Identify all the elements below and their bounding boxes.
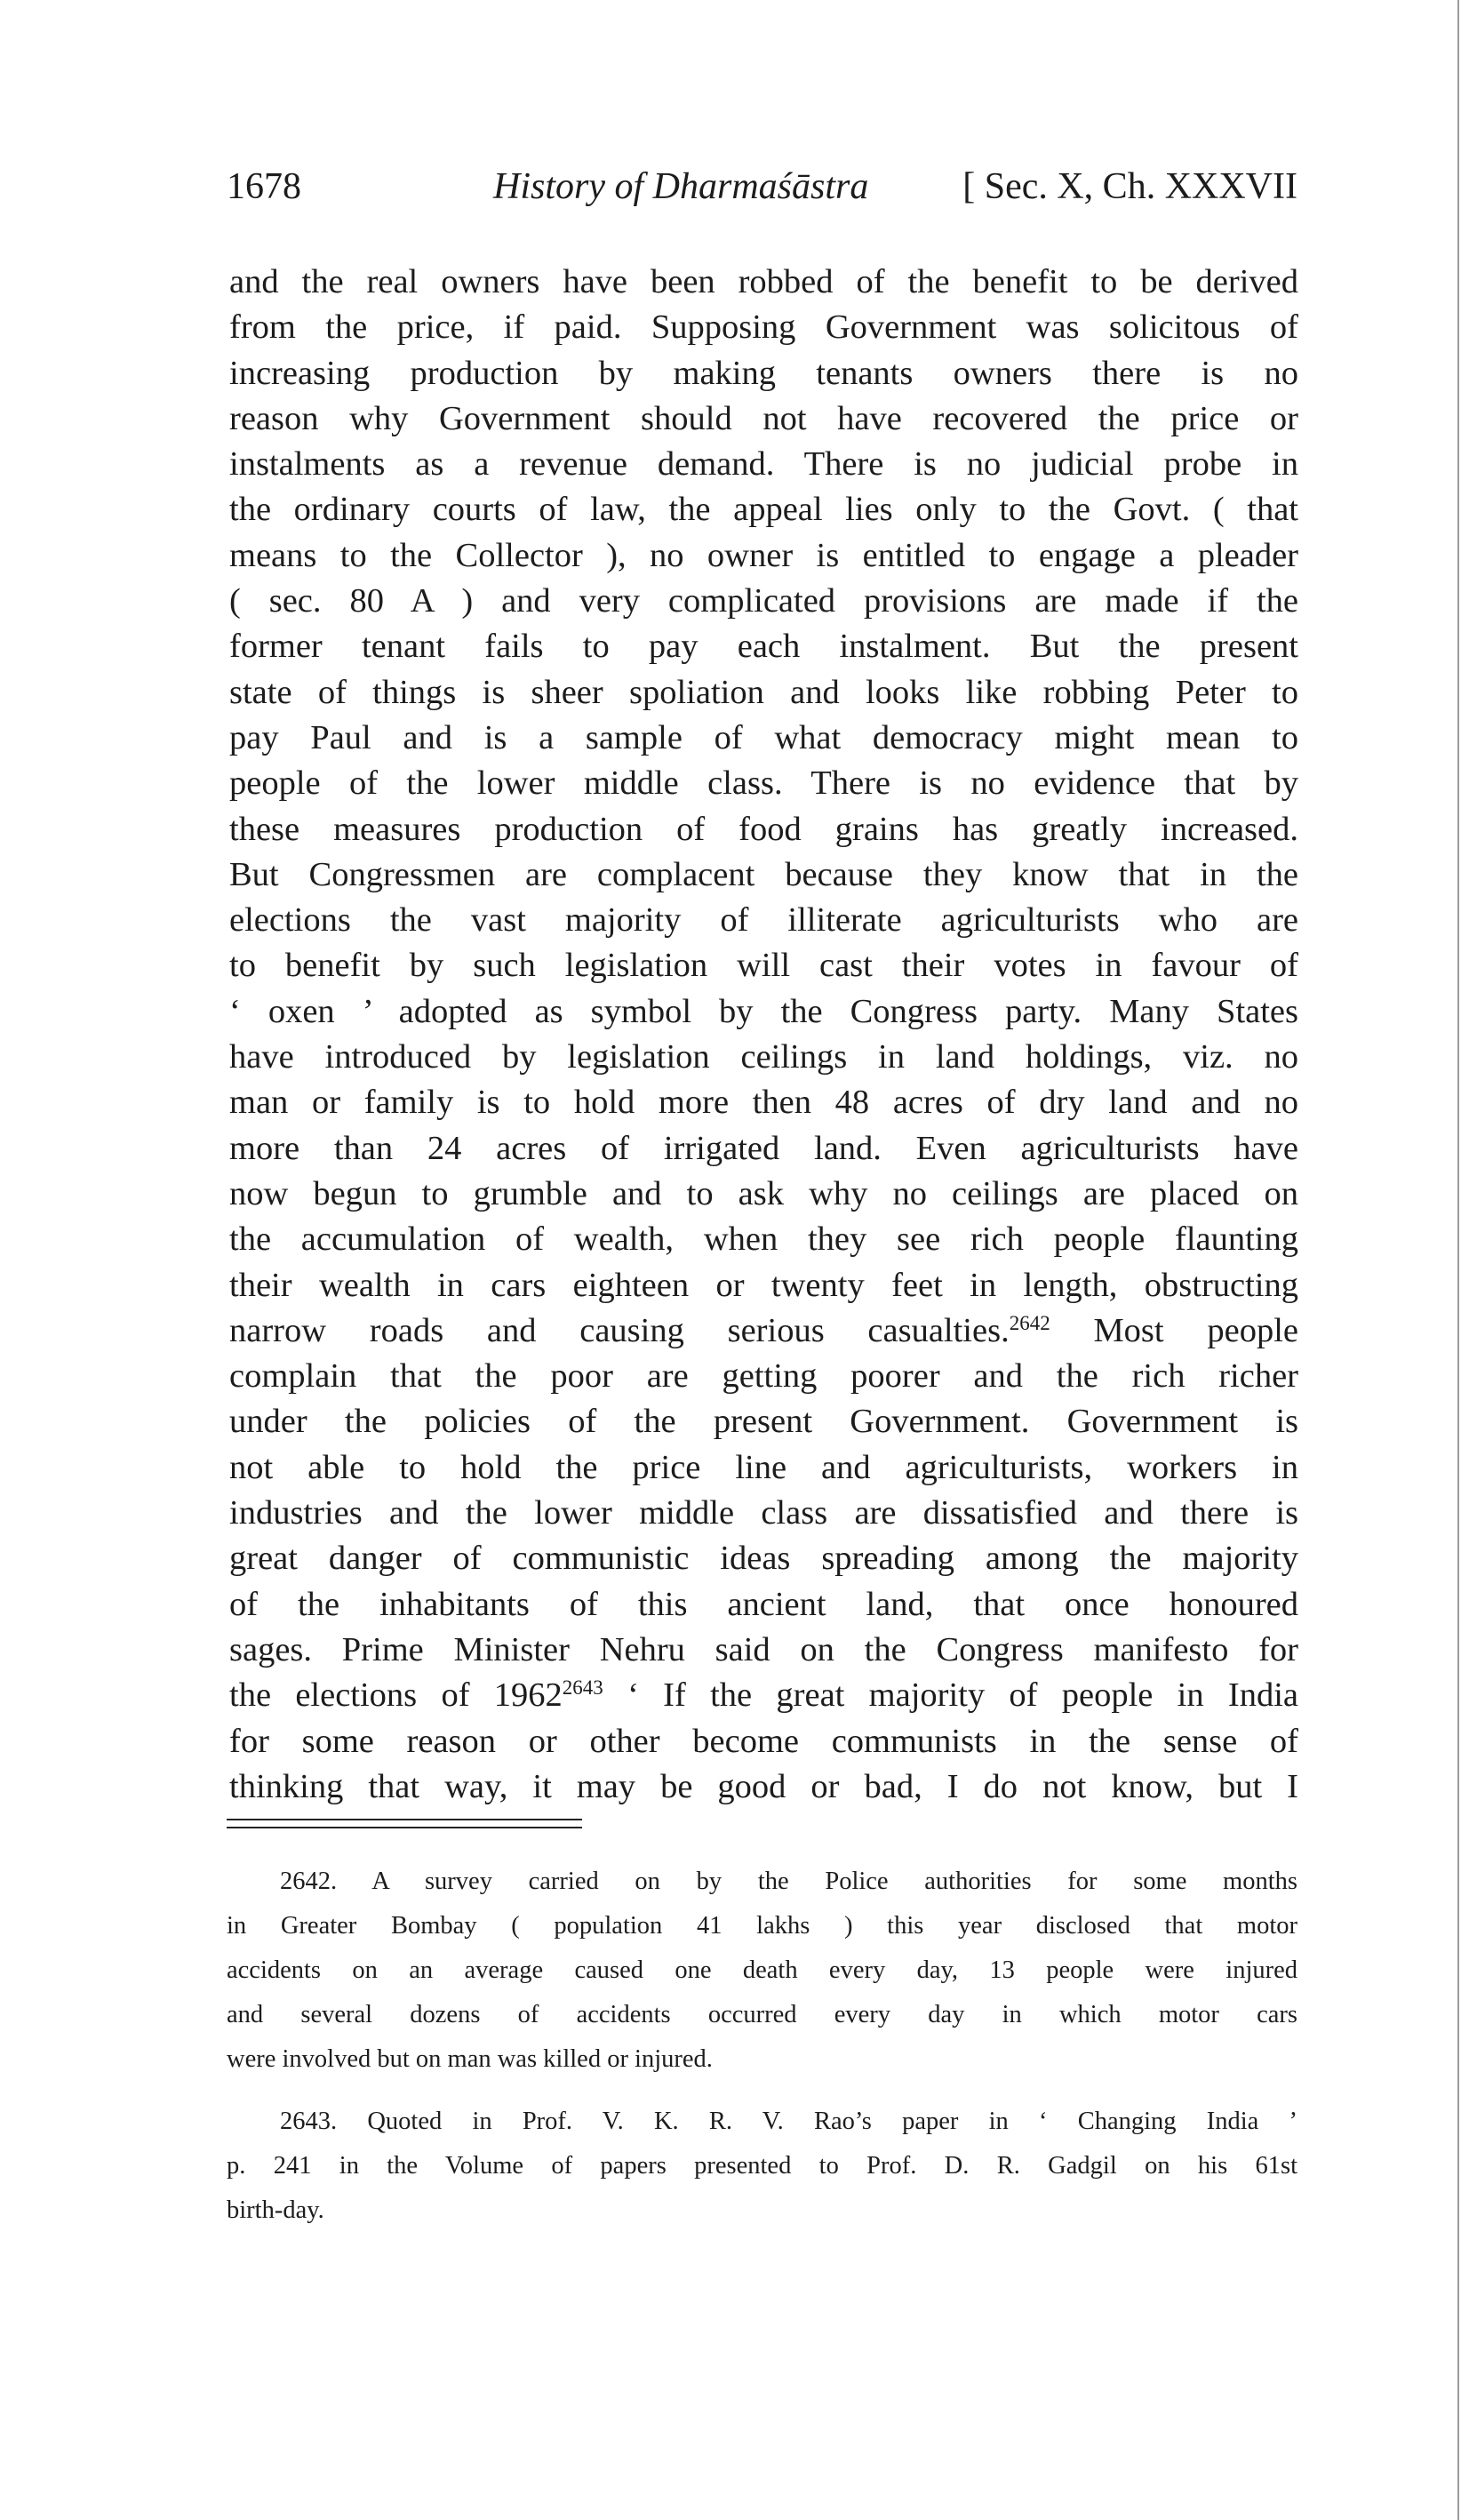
body-line: from the price, if paid. Supposing Government was solicitous of	[229, 308, 1298, 347]
line-text: the elections of 1962	[229, 1676, 563, 1715]
body-line: pay Paul and is a sample of what democracy might mean to	[229, 718, 1298, 756]
footnote-line: 2642. A survey carried on by the Police authorities for some months	[280, 1868, 1297, 1895]
body-line-with-footnote-ref	[229, 1308, 1298, 1354]
body-line: reason why Government should not have recovered the price or	[229, 399, 1298, 437]
footnote-line: p. 241 in the Volume of papers presented to Prof. D. R. Gadgil on his 61st	[227, 2152, 1297, 2180]
body-line: people of the lower middle class. There is no evidence that by	[229, 764, 1298, 803]
footnote-line: accidents on an average caused one death every day, 13 people were injured	[227, 1956, 1297, 1984]
body-line: great danger of communistic ideas spreading among the majority	[229, 1540, 1298, 1578]
footnote-ref-2642[interactable]: 2642	[1009, 1311, 1050, 1334]
page-edge-line	[1457, 0, 1459, 2520]
body-line: sages. Prime Minister Nehru said on the Congress manifesto for	[229, 1630, 1298, 1668]
footnote-line: in Greater Bombay ( population 41 lakhs ) this year disclosed that motor	[227, 1912, 1297, 1940]
footnotes	[227, 1860, 1297, 2233]
footnote-ref-2643[interactable]: 2643	[562, 1676, 603, 1700]
page-header	[227, 160, 1297, 213]
body-line: and the real owners have been robbed of the benefit to be derived	[229, 263, 1298, 300]
footnote-line: 2643. Quoted in Prof. V. K. R. V. Rao’s paper in ‘ Changing India ’	[280, 2108, 1297, 2135]
body-line: former tenant fails to pay each instalment. But the present	[229, 628, 1298, 666]
body-line: more than 24 acres of irrigated land. Even agriculturists have	[229, 1129, 1298, 1167]
body-line: these measures production of food grains has greatly increased.	[229, 810, 1298, 848]
body-line: the accumulation of wealth, when they see rich people flaunting	[229, 1220, 1298, 1259]
footnote-2643	[227, 2100, 1297, 2233]
line-text: ‘ If the great majority of people in India	[603, 1676, 1298, 1715]
section-reference: [ Sec. X, Ch. XXXVII	[962, 166, 1297, 207]
body-line: the ordinary courts of law, the appeal lies only to the Govt. ( that	[229, 491, 1298, 529]
body-line: for some reason or other become communists in the sense of	[229, 1722, 1298, 1760]
body-line: to benefit by such legislation will cast their votes in favour of	[229, 947, 1298, 985]
body-line: have introduced by legislation ceilings in land holdings, viz. no	[229, 1038, 1298, 1076]
body-line: industries and the lower middle class are dissatisfied and there is	[229, 1494, 1298, 1532]
body-line: their wealth in cars eighteen or twenty feet in length, obstructing	[229, 1266, 1298, 1304]
body-line: not able to hold the price line and agriculturists, workers in	[229, 1448, 1298, 1486]
body-line: under the policies of the present Government. Government is	[229, 1403, 1298, 1441]
body-line-with-footnote-ref	[229, 1673, 1298, 1718]
body-line: now begun to grumble and to ask why no ceilings are placed on	[229, 1174, 1298, 1212]
body-line: instalments as a revenue demand. There is no judicial probe in	[229, 445, 1298, 484]
footnote-line: and several dozens of accidents occurred every day in which motor cars	[227, 2001, 1297, 2028]
body-line: of the inhabitants of this ancient land, that once honoured	[229, 1585, 1298, 1623]
page-number: 1678	[227, 166, 301, 207]
body-line: complain that the poor are getting poorer and the rich richer	[229, 1357, 1298, 1396]
body-line: ‘ oxen ’ adopted as symbol by the Congress party. Many States	[229, 992, 1298, 1030]
footnote-2642	[227, 1860, 1297, 2082]
body-line: state of things is sheer spoliation and looks like robbing Peter to	[229, 673, 1298, 711]
footnote-separator-rule	[227, 1819, 582, 1820]
body-line: man or family is to hold more then 48 acres of dry land and no	[229, 1084, 1298, 1122]
line-text: narrow roads and causing serious casualties.	[229, 1311, 1010, 1349]
body-line: thinking that way, it may be good or bad, I do not know, but I	[229, 1767, 1298, 1805]
footnote-line: birth-day.	[227, 2196, 324, 2224]
body-line: means to the Collector ), no owner is entitled to engage a pleader	[229, 536, 1298, 574]
footnote-separator-rule	[227, 1827, 582, 1828]
line-text: Most people	[1050, 1311, 1298, 1349]
body-line: elections the vast majority of illiterate agriculturists who are	[229, 901, 1298, 940]
body-line: ( sec. 80 A ) and very complicated provisions are made if the	[229, 582, 1298, 620]
body-line: increasing production by making tenants owners there is no	[229, 354, 1298, 392]
running-title: History of Dharmaśāstra	[493, 166, 869, 207]
footnote-line: were involved but on man was killed or injured.	[227, 2045, 713, 2073]
body-line: But Congressmen are complacent because they know that in the	[229, 855, 1298, 893]
body-text	[229, 260, 1298, 1810]
